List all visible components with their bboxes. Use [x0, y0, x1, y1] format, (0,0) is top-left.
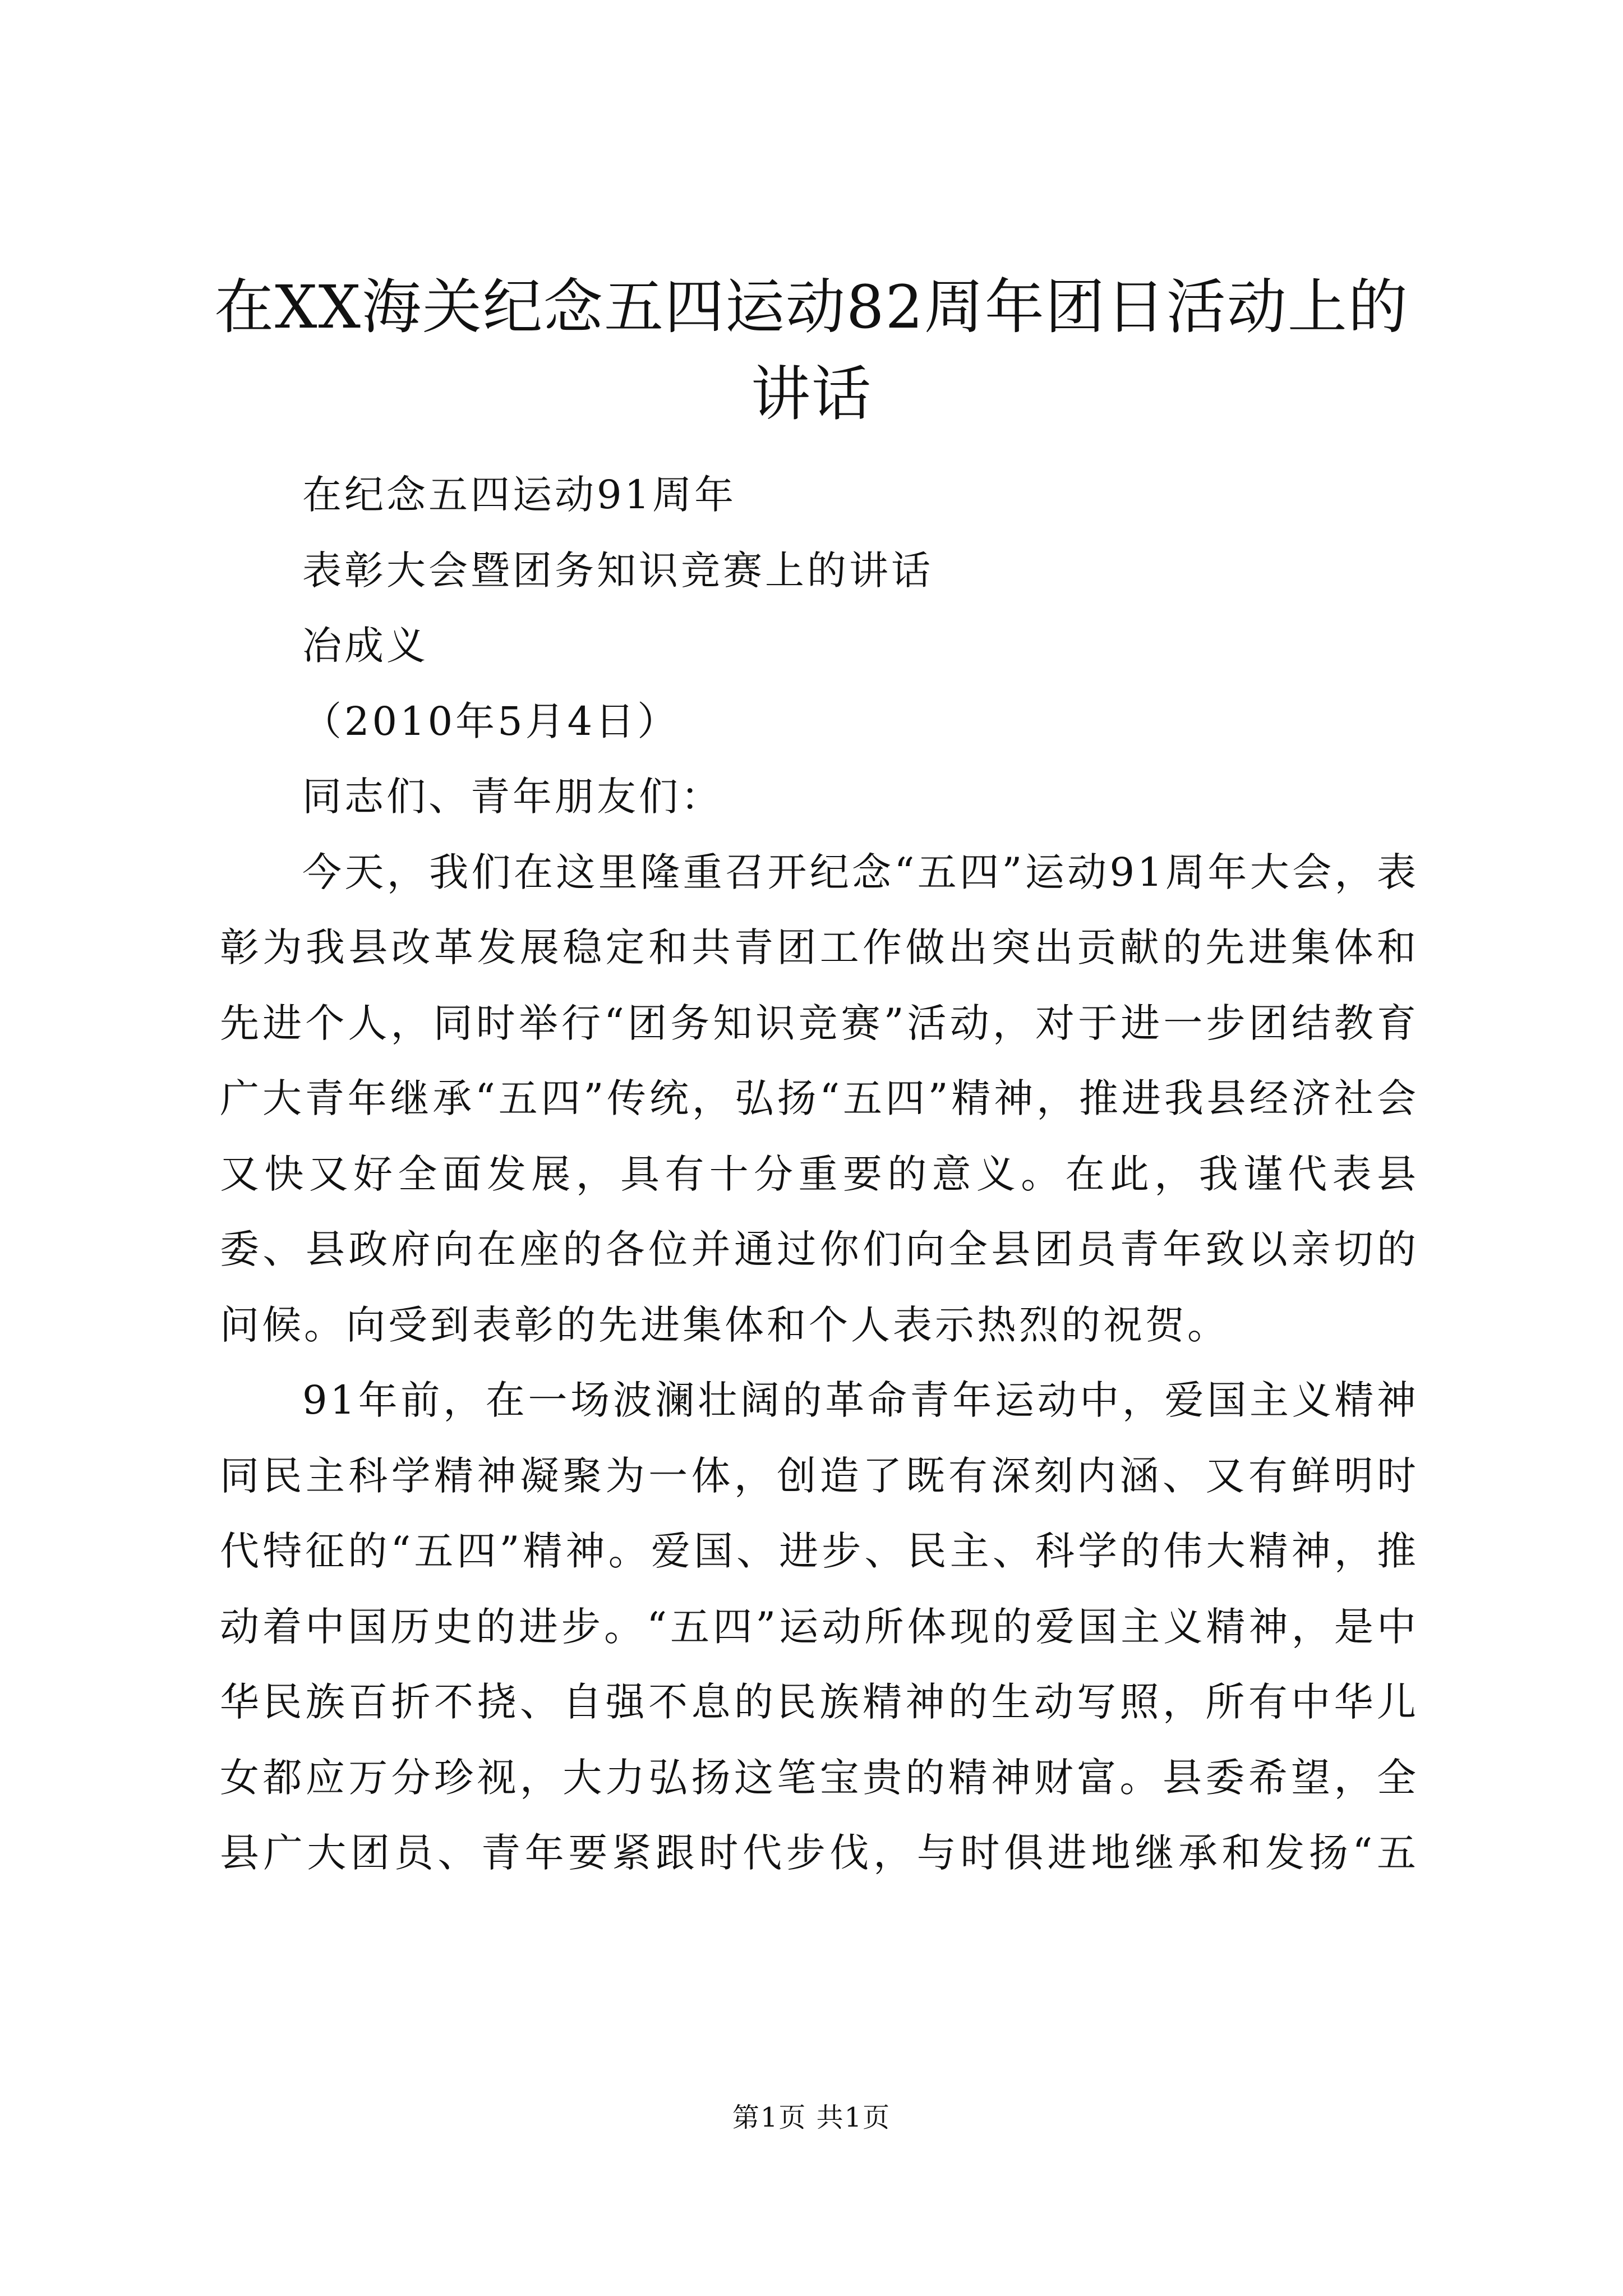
- salutation: 同志们、青年朋友们：: [302, 774, 723, 820]
- document-title: [168, 264, 1455, 438]
- speaker-name: 冶成义: [302, 623, 428, 669]
- body-paragraph-1: 今天，我们在这里隆重召开纪念“五四”运动91周年大会，表彰为我县改革发展稳定和共青团工作做出突出贡献的先进集体和先进个人，同时举行“团务知识竞赛”活动，对于进一步团结教育广大青年继承“五四”传统，弘扬“五四”精神，推进我县经济社会又快又好全面发展，具有十分重要的意义。在此，我谨代表县委、县政府向在座的各位并通过你们向全县团员青年致以亲切的问候。向受到表彰的先进集体和个人表示热烈的祝贺。: [220, 849, 1419, 1348]
- title-line-2: 讲话: [751, 360, 872, 429]
- subtitle-line-1: 在纪念五四运动91周年: [302, 472, 737, 518]
- speech-date: （2010年5月4日）: [302, 698, 680, 744]
- body-paragraph-2: 91年前，在一场波澜壮阔的革命青年运动中，爱国主义精神同民主科学精神凝聚为一体，创造了既有深刻内涵、又有鲜明时代特征的“五四”精神。爱国、进步、民主、科学的伟大精神，推动着中国历史的进步。“五四”运动所体现的爱国主义精神，是中华民族百折不挠、自强不息的民族精神的生动写照，所有中华儿女都应万分珍视，大力弘扬这笔宝贵的精神财富。县委希望，全县广大团员、青年要紧跟时代步伐，与时俱进地继承和发扬“五: [220, 1377, 1419, 1876]
- page-footer: 第1页 共1页: [732, 2102, 891, 2133]
- subtitle-line-2: 表彰大会暨团务知识竞赛上的讲话: [302, 547, 933, 593]
- document-body: [220, 457, 1419, 1891]
- title-line-1: 在XX海关纪念五四运动82周年团日活动上的: [214, 273, 1409, 342]
